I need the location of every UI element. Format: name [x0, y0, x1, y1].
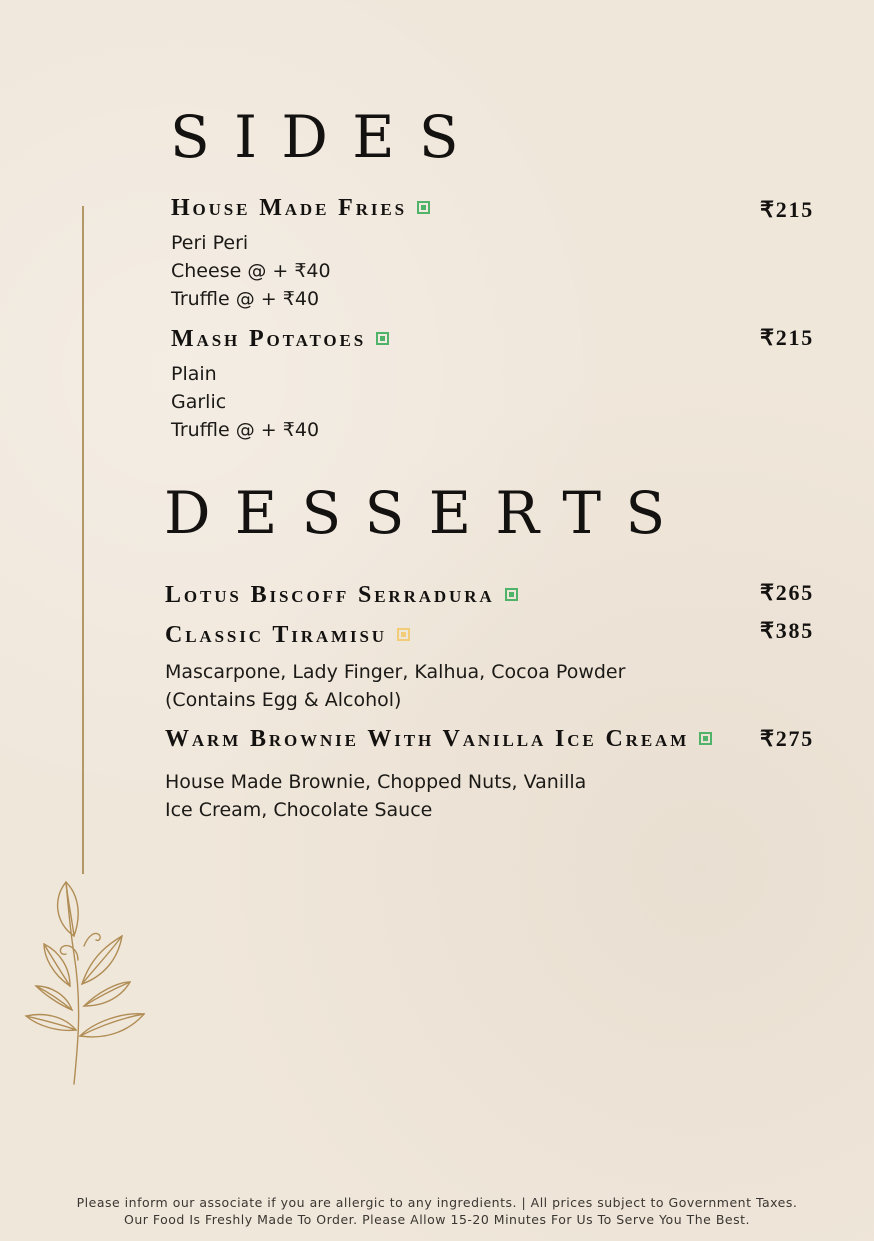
menu-item-mash-potatoes	[171, 327, 389, 351]
sides-title: SIDES	[170, 103, 484, 171]
item-name: Classic Tiramisu	[165, 622, 387, 648]
leaf-branch-icon	[22, 874, 152, 1090]
gold-divider-line	[82, 206, 84, 874]
veg-marker-icon	[417, 201, 430, 214]
desserts-title: DESSERTS	[164, 479, 690, 547]
item-option: Truffle @ + ₹40	[171, 288, 320, 310]
item-option: Truffle @ + ₹40	[171, 419, 320, 441]
item-option: Cheese @ + ₹40	[171, 260, 331, 282]
item-description: (Contains Egg & Alcohol)	[165, 689, 402, 711]
item-description: Ice Cream, Chocolate Sauce	[165, 799, 433, 821]
menu-item-classic-tiramisu	[165, 623, 410, 647]
veg-marker-icon	[376, 332, 389, 345]
item-price: ₹215	[759, 197, 814, 222]
item-option: Plain	[171, 363, 217, 385]
item-name: House Made Fries	[171, 195, 407, 221]
item-price: ₹265	[759, 580, 814, 605]
item-option: Peri Peri	[171, 232, 249, 254]
item-name: Mash Potatoes	[171, 326, 367, 352]
menu-item-warm-brownie	[165, 727, 712, 751]
menu-item-lotus-biscoff-serradura	[165, 583, 518, 607]
item-name: Lotus Biscoff Serradura	[165, 582, 495, 608]
item-option: Garlic	[171, 391, 227, 413]
item-name: Warm Brownie With Vanilla Ice Cream	[165, 726, 690, 752]
menu-item-house-made-fries	[171, 196, 430, 220]
footer-allergy-note: Please inform our associate if you are allergic to any ingredients. | All prices subject to Government Taxes.	[76, 1195, 798, 1210]
footer-service-note: Our Food Is Freshly Made To Order. Please Allow 15-20 Minutes For Us To Serve You The Best.	[124, 1212, 750, 1227]
item-price: ₹215	[759, 325, 814, 350]
veg-marker-icon	[505, 588, 518, 601]
item-price: ₹275	[759, 726, 814, 751]
egg-marker-icon	[397, 628, 410, 641]
item-description: Mascarpone, Lady Finger, Kalhua, Cocoa Powder	[165, 661, 626, 683]
item-price: ₹385	[759, 618, 814, 643]
item-description: House Made Brownie, Chopped Nuts, Vanilla	[165, 771, 587, 793]
